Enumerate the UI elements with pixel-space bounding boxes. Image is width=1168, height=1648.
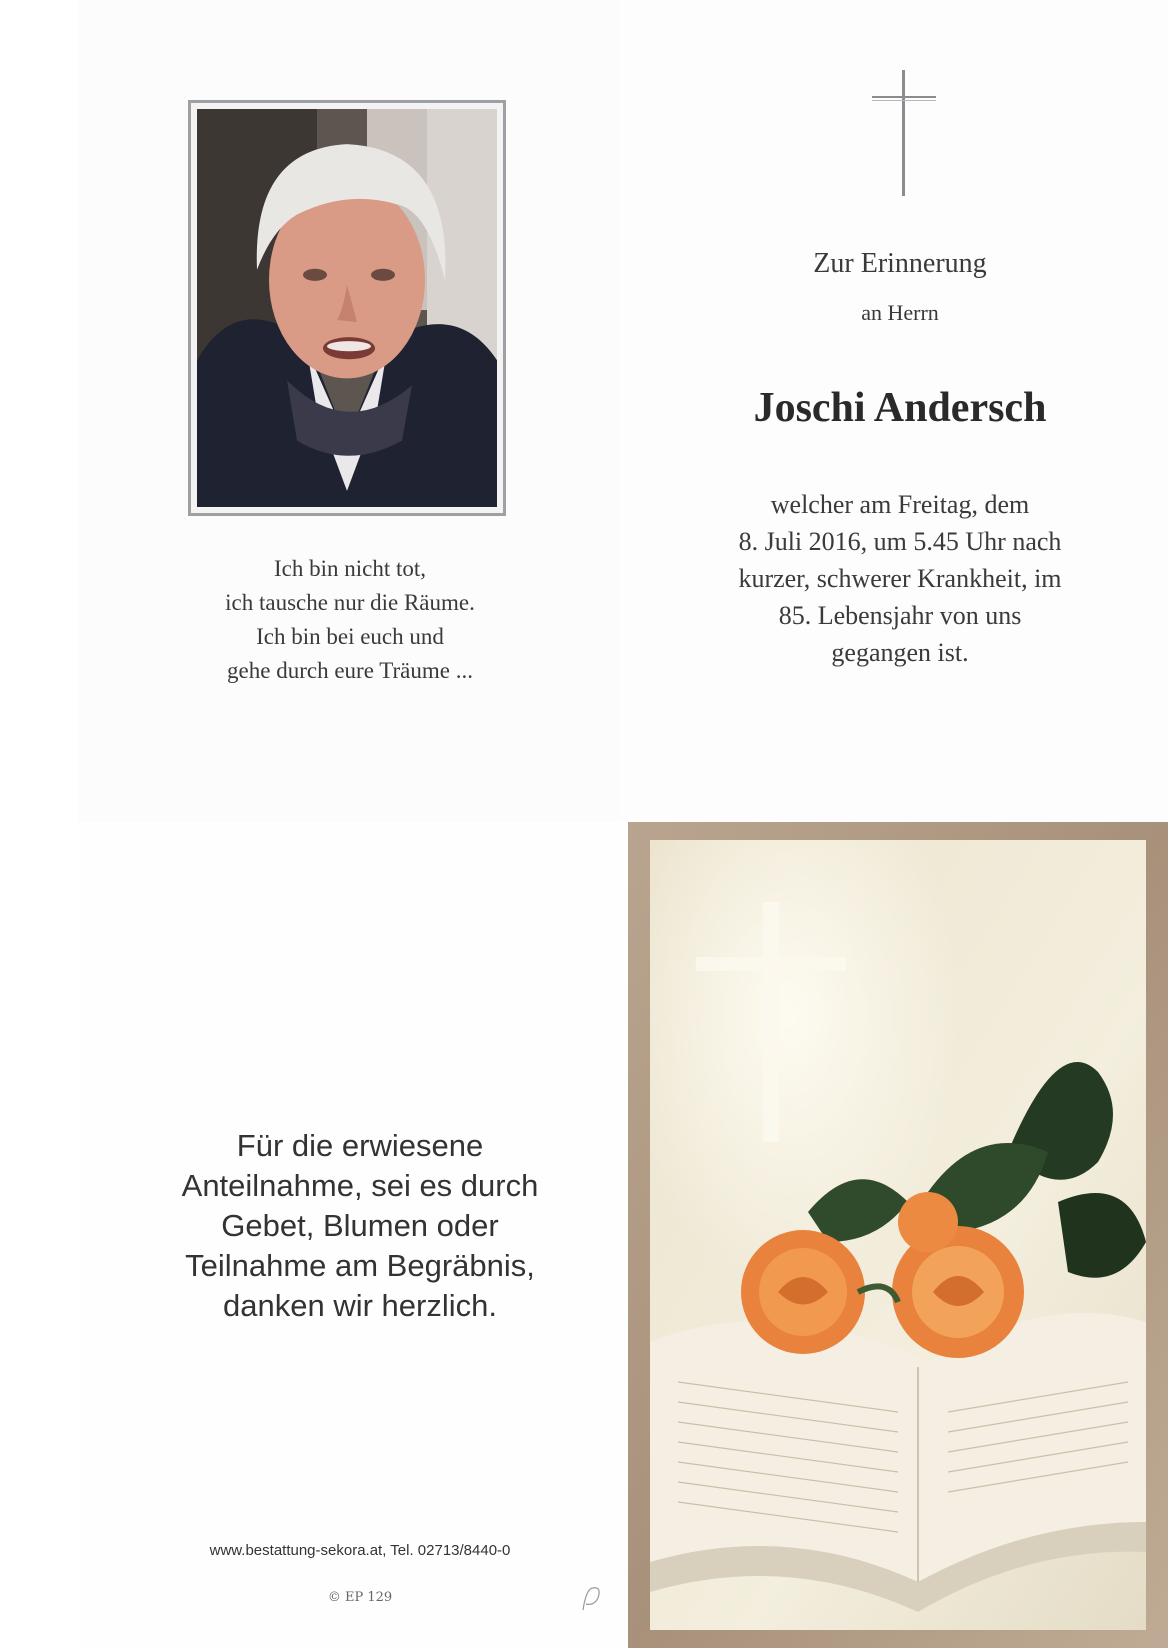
poem-line: Ich bin bei euch und xyxy=(256,624,444,649)
cross-icon xyxy=(872,70,936,196)
deceased-name: Joschi Andersch xyxy=(753,385,1047,431)
thanks-line: Für die erwiesene xyxy=(236,1128,484,1163)
poem-line: gehe durch eure Träume ... xyxy=(227,658,473,683)
thanks-line: Teilnahme am Begräbnis, xyxy=(185,1248,535,1283)
intro-line-2: an Herrn xyxy=(861,300,939,325)
death-details xyxy=(680,486,1120,671)
thanks-line: danken wir herzlich. xyxy=(223,1288,497,1323)
signature-mark-icon xyxy=(578,1584,604,1612)
poem xyxy=(150,552,550,688)
thanks-line: Anteilnahme, sei es durch xyxy=(181,1168,539,1203)
intro-line-1: Zur Erinnerung xyxy=(813,248,987,279)
portrait-photo xyxy=(188,100,506,516)
details-line: 8. Juli 2016, um 5.45 Uhr nach xyxy=(738,527,1062,556)
copyright-code: © EP 129 xyxy=(327,1590,393,1605)
thanks-line: Gebet, Blumen oder xyxy=(221,1208,499,1243)
details-line: kurzer, schwerer Krankheit, im xyxy=(738,564,1062,593)
poem-line: ich tausche nur die Räume. xyxy=(225,590,475,615)
details-line: gegangen ist. xyxy=(831,638,969,667)
thanks-message xyxy=(140,1126,580,1326)
details-line: 85. Lebensjahr von uns xyxy=(778,601,1022,630)
poem-line: Ich bin nicht tot, xyxy=(273,556,427,581)
roses-book-image xyxy=(628,822,1168,1648)
funeral-home-contact: www.bestattung-sekora.at, Tel. 02713/8440-0 xyxy=(209,1542,511,1559)
details-line: welcher am Freitag, dem xyxy=(770,490,1030,519)
